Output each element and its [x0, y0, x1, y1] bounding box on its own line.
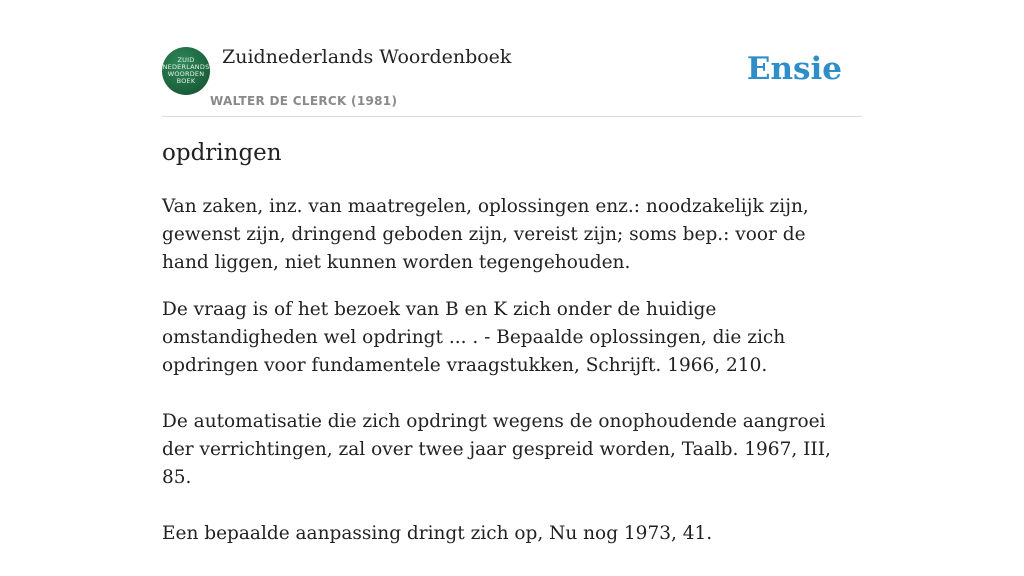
dictionary-logo[interactable]: [162, 47, 210, 95]
example-paragraph: Een bepaalde aanpassing dringt zich op, Nu nog 1973, 41.: [162, 523, 713, 544]
example-paragraph: De automatisatie die zich opdringt wegens de onophoudende aangroei der verrichtingen, zal over twee jaar gespreid worden, Taalb. 1967, III, 85.: [162, 411, 831, 488]
logo-line: NEDERLANDS: [162, 63, 210, 71]
logo-line: WOORDEN: [167, 70, 205, 78]
example-paragraph: De vraag is of het bezoek van B en K zich onder de huidige omstandigheden wel opdringt ... . - Bepaalde oplossingen, die zich opdringen voor fundamentele vraagstukken, Schrijft. 1966, 210.: [162, 299, 786, 376]
dictionary-author: WALTER DE CLERCK (1981): [210, 94, 398, 108]
ensie-logo[interactable]: Ensie: [746, 51, 842, 87]
entry-definition: Van zaken, inz. van maatregelen, oplossingen enz.: noodzakelijk zijn, gewenst zijn, dringend geboden zijn, vereist zijn; soms bep.: voor de hand liggen, niet kunnen worden tegengehouden.: [162, 196, 809, 273]
dictionary-title[interactable]: Zuidnederlands Woordenboek: [222, 46, 512, 68]
header: [162, 40, 862, 117]
logo-line: BOEK: [176, 77, 196, 85]
logo-line: ZUID: [177, 56, 195, 64]
entry-term: opdringen: [162, 140, 282, 166]
entry-examples: [162, 296, 852, 576]
